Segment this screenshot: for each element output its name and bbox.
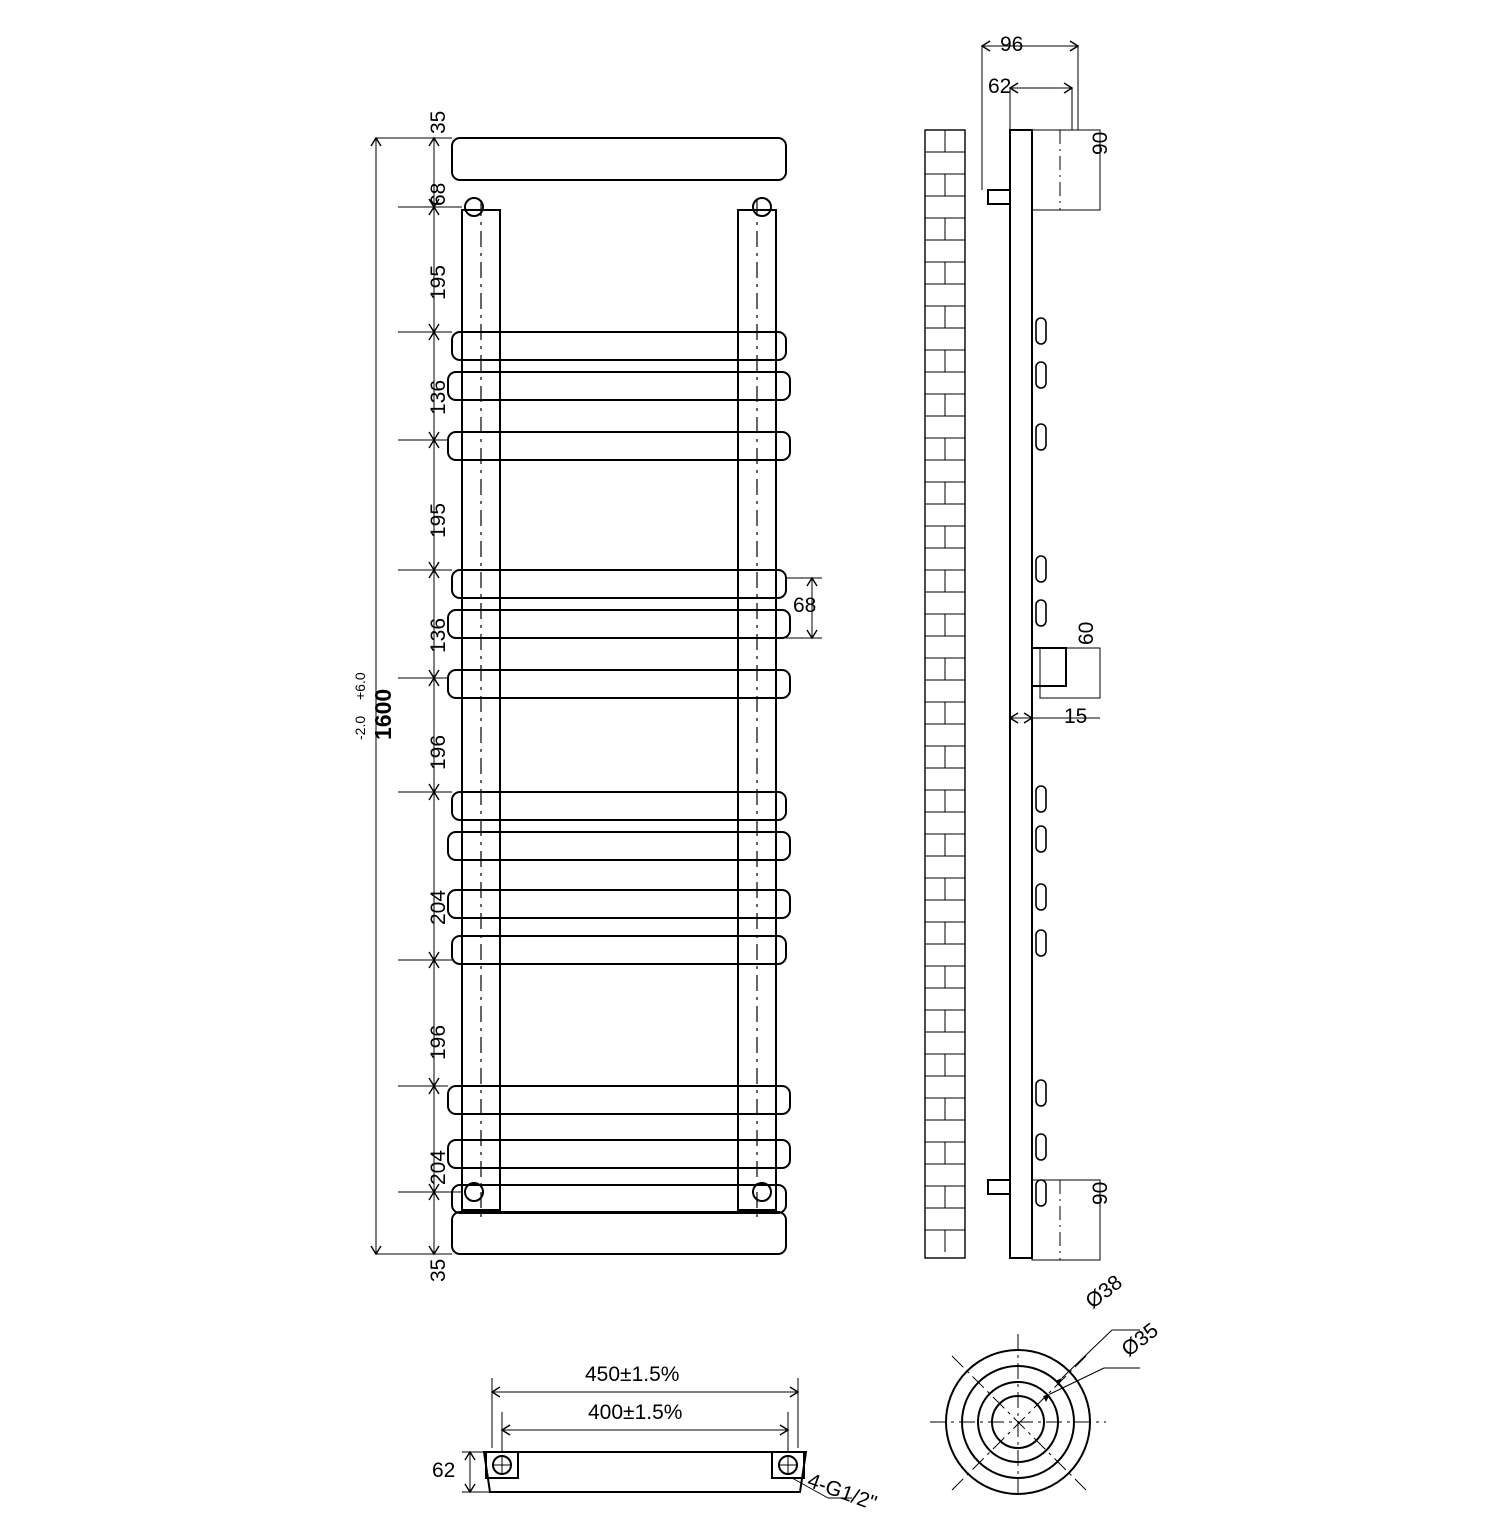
side-dim-96: 96 <box>1000 33 1024 56</box>
bottom-dim-450: 450±1.5% <box>585 1363 680 1386</box>
front-right-dim-68: 68 <box>793 594 817 617</box>
front-dim-196-b: 196 <box>427 1024 450 1060</box>
bottom-thread-note: 4-G1/2" <box>804 1469 880 1515</box>
front-dim-35-bottom: 35 <box>427 1258 450 1282</box>
front-dim-136-a: 136 <box>427 379 450 415</box>
bottom-dim-62: 62 <box>432 1459 456 1482</box>
front-dim-195-b: 195 <box>427 502 450 538</box>
side-dim-62: 62 <box>988 75 1012 98</box>
front-dim-204-a: 204 <box>427 889 450 925</box>
front-dim-68-top: 68 <box>427 182 450 206</box>
front-dim-196-a: 196 <box>427 734 450 770</box>
side-view-bar-ends <box>1036 318 1046 1206</box>
front-view-centerlines <box>481 200 757 1222</box>
front-tolerance-plus: +6.0 <box>352 672 368 700</box>
detail-dim-outer-diameter: Ø38 <box>1081 1270 1127 1314</box>
side-dim-90-bottom: 90 <box>1089 1181 1112 1205</box>
side-view-wall-hatch <box>925 130 965 1252</box>
side-view-rail-profile <box>988 130 1066 1258</box>
detail-view-centerlines <box>930 1334 1106 1500</box>
side-dim-60: 60 <box>1075 621 1098 645</box>
side-dim-90-top: 90 <box>1089 131 1112 155</box>
front-overall-height: 1600 <box>370 688 396 740</box>
side-view-wall <box>925 130 965 1258</box>
side-view-top-dims <box>982 41 1100 210</box>
front-tolerance-minus: -2.0 <box>352 715 368 740</box>
front-dim-136-b: 136 <box>427 617 450 653</box>
bottom-view-body <box>484 1452 806 1492</box>
detail-dim-inner-diameter: Ø35 <box>1117 1318 1163 1362</box>
front-dim-204-b: 204 <box>427 1149 450 1185</box>
front-dim-195-a: 195 <box>427 264 450 300</box>
front-view-valve-ports <box>465 198 771 1201</box>
side-dim-15: 15 <box>1064 705 1088 728</box>
front-dim-35-top: 35 <box>427 110 450 134</box>
bottom-view-dims <box>462 1378 852 1498</box>
bottom-dim-400: 400±1.5% <box>588 1401 683 1424</box>
